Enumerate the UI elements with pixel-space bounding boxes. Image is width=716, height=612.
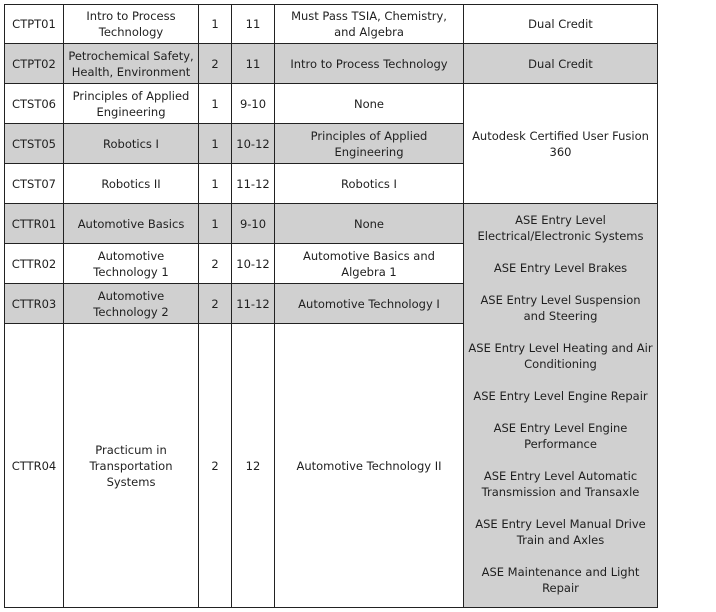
certification-item: ASE Entry Level Electrical/Electronic Systems [477, 213, 644, 243]
credits: 1 [199, 124, 232, 164]
grade-levels: 11-12 [232, 164, 275, 204]
course-code: CTTR03 [5, 284, 64, 324]
automotive-certifications [464, 204, 658, 608]
course-code: CTST07 [5, 164, 64, 204]
grade-levels: 10-12 [232, 124, 275, 164]
prerequisite: None [275, 84, 464, 124]
credits: 2 [199, 244, 232, 284]
course-code: CTTR02 [5, 244, 64, 284]
course-code: CTST05 [5, 124, 64, 164]
course-name: Practicum in Transportation Systems [64, 324, 199, 608]
credits: 2 [199, 324, 232, 608]
grade-levels: 11 [232, 5, 275, 44]
course-code: CTTR04 [5, 324, 64, 608]
certification-item: ASE Entry Level Heating and Air Conditioning [468, 341, 653, 371]
certification: Dual Credit [464, 5, 658, 44]
course-name: Robotics I [64, 124, 199, 164]
course-code: CTPT01 [5, 5, 64, 44]
credits: 1 [199, 164, 232, 204]
certification-item: ASE Entry Level Brakes [493, 261, 628, 275]
table-row [5, 5, 658, 44]
prerequisite: None [275, 204, 464, 244]
prerequisite: Automotive Technology I [275, 284, 464, 324]
prerequisite: Must Pass TSIA, Chemistry, and Algebra [275, 5, 464, 44]
credits: 1 [199, 84, 232, 124]
prerequisite: Automotive Basics and Algebra 1 [275, 244, 464, 284]
course-name: Intro to Process Technology [64, 5, 199, 44]
course-code: CTTR01 [5, 204, 64, 244]
certification-item: ASE Entry Level Engine Performance [493, 421, 628, 451]
certification: Autodesk Certified User Fusion 360 [464, 84, 658, 204]
certification-item: ASE Maintenance and Light Repair [481, 565, 640, 595]
table-row [5, 84, 658, 124]
grade-levels: 11 [232, 44, 275, 84]
credits: 1 [199, 204, 232, 244]
certification-item: ASE Entry Level Automatic Transmission and Transaxle [481, 469, 640, 499]
certification-item: ASE Entry Level Manual Drive Train and Axles [475, 517, 646, 547]
grade-levels: 9-10 [232, 84, 275, 124]
credits: 1 [199, 5, 232, 44]
certification-item: ASE Entry Level Engine Repair [473, 389, 648, 403]
course-code: CTST06 [5, 84, 64, 124]
course-name: Automotive Technology 2 [64, 284, 199, 324]
prerequisite: Principles of Applied Engineering [275, 124, 464, 164]
certification: Dual Credit [464, 44, 658, 84]
course-name: Automotive Basics [64, 204, 199, 244]
grade-levels: 12 [232, 324, 275, 608]
credits: 2 [199, 284, 232, 324]
grade-levels: 11-12 [232, 284, 275, 324]
grade-levels: 9-10 [232, 204, 275, 244]
table-row [5, 204, 658, 244]
certification-item: ASE Entry Level Suspension and Steering [480, 293, 641, 323]
prerequisite: Intro to Process Technology [275, 44, 464, 84]
course-name: Automotive Technology 1 [64, 244, 199, 284]
table-row [5, 44, 658, 84]
course-name: Robotics II [64, 164, 199, 204]
credits: 2 [199, 44, 232, 84]
course-code: CTPT02 [5, 44, 64, 84]
grade-levels: 10-12 [232, 244, 275, 284]
course-name: Principles of Applied Engineering [64, 84, 199, 124]
course-table [4, 4, 658, 608]
prerequisite: Robotics I [275, 164, 464, 204]
prerequisite: Automotive Technology II [275, 324, 464, 608]
course-name: Petrochemical Safety, Health, Environment [64, 44, 199, 84]
